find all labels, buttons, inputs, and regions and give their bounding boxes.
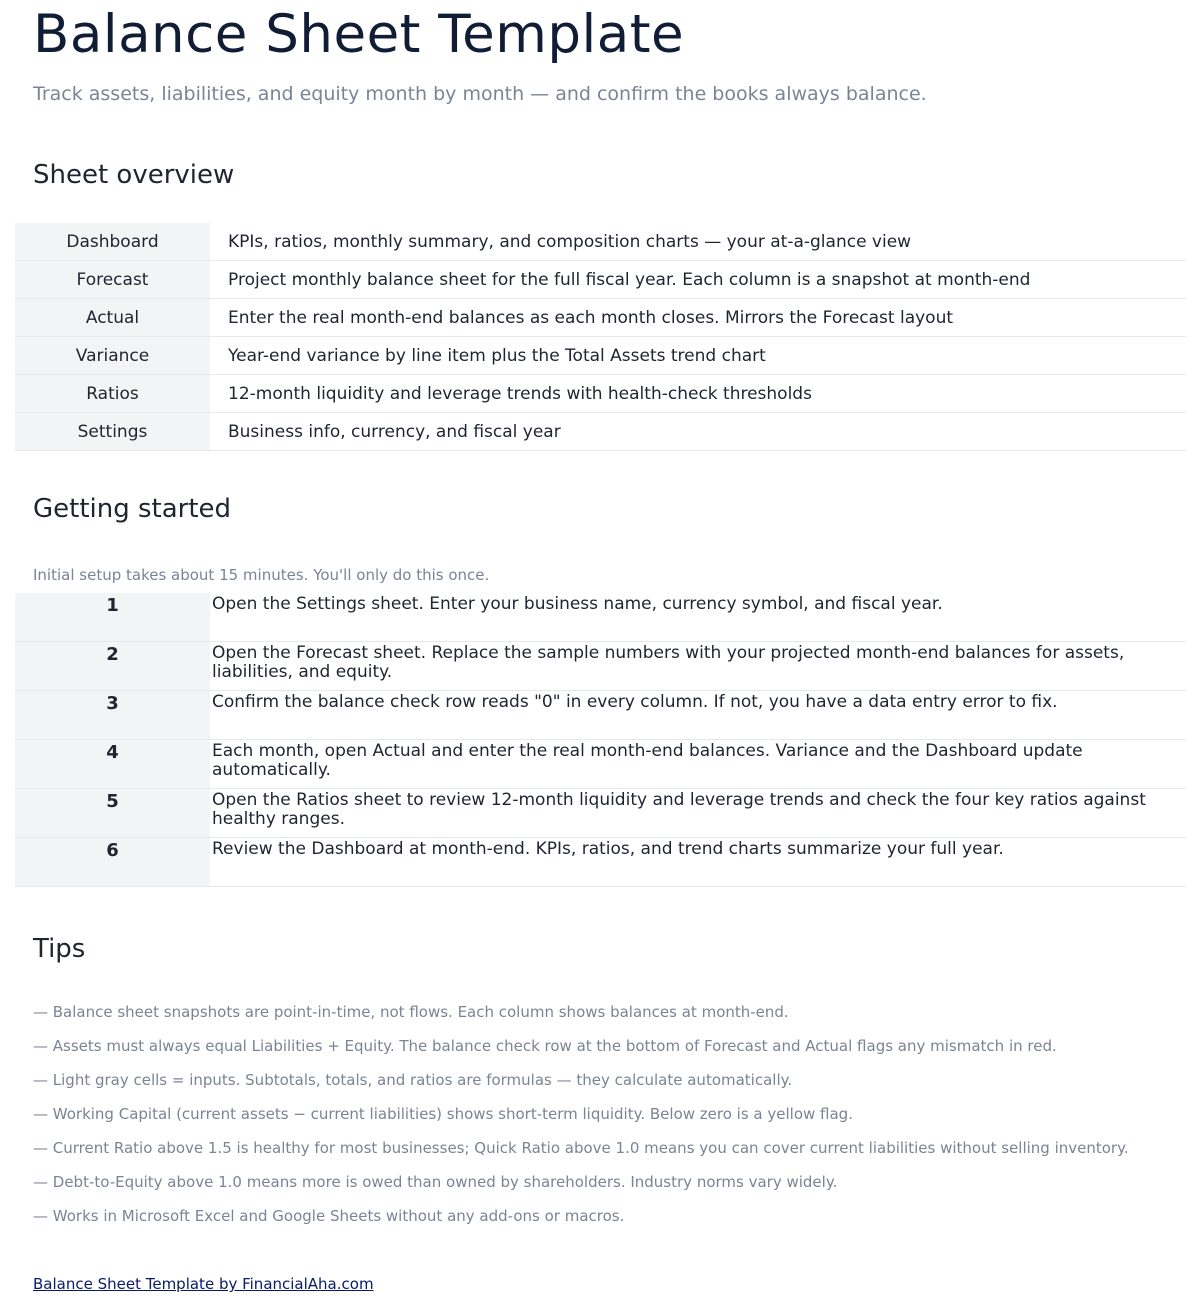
step-number: 1 xyxy=(15,593,210,641)
step-row xyxy=(15,838,1186,887)
overview-row xyxy=(15,261,1186,299)
step-text: Confirm the balance check row reads "0" in every column. If not, you have a data entry error to fix. xyxy=(212,692,1058,712)
overview-description: Enter the real month-end balances as each month closes. Mirrors the Forecast layout xyxy=(228,307,954,328)
tip-item: — Light gray cells = inputs. Subtotals, totals, and ratios are formulas — they calculate automatically. xyxy=(33,1071,793,1089)
tips-list xyxy=(33,1002,1183,1240)
getting-started-steps xyxy=(15,593,1186,887)
tip-item: — Debt-to-Equity above 1.0 means more is owed than owned by shareholders. Industry norms vary widely. xyxy=(33,1173,838,1191)
tip-item: — Current Ratio above 1.5 is healthy for most businesses; Quick Ratio above 1.0 means you can cover current liabilities without selling inventory. xyxy=(33,1139,1129,1157)
tip-item: — Assets must always equal Liabilities + Equity. The balance check row at the bottom of Forecast and Actual flags any mismatch in red. xyxy=(33,1037,1057,1055)
overview-label: Actual xyxy=(15,299,210,336)
step-row xyxy=(15,691,1186,740)
step-text: Review the Dashboard at month-end. KPIs, ratios, and trend charts summarize your full year. xyxy=(212,839,1004,859)
step-text: Open the Forecast sheet. Replace the sample numbers with your projected month-end balances for assets, liabilities, and equity. xyxy=(212,643,1125,682)
overview-label: Dashboard xyxy=(15,223,210,260)
overview-label: Settings xyxy=(15,413,210,450)
step-text: Each month, open Actual and enter the real month-end balances. Variance and the Dashboard update automatically. xyxy=(212,741,1083,780)
overview-label: Forecast xyxy=(15,261,210,298)
tips-heading: Tips xyxy=(33,934,86,964)
step-text: Open the Ratios sheet to review 12-month liquidity and leverage trends and check the four key ratios against healthy ranges. xyxy=(212,790,1146,829)
step-number: 6 xyxy=(15,838,210,886)
tip-item: — Balance sheet snapshots are point-in-time, not flows. Each column shows balances at month-end. xyxy=(33,1003,789,1021)
step-row xyxy=(15,789,1186,838)
step-number: 2 xyxy=(15,642,210,690)
overview-description: Business info, currency, and fiscal year xyxy=(228,421,561,442)
step-number: 3 xyxy=(15,691,210,739)
overview-label: Ratios xyxy=(15,375,210,412)
overview-row xyxy=(15,299,1186,337)
footer-link[interactable]: Balance Sheet Template by FinancialAha.com xyxy=(33,1275,374,1293)
step-text: Open the Settings sheet. Enter your business name, currency symbol, and fiscal year. xyxy=(212,594,943,614)
tip-item: — Working Capital (current assets − current liabilities) shows short-term liquidity. Below zero is a yellow flag. xyxy=(33,1105,853,1123)
overview-description: KPIs, ratios, monthly summary, and composition charts — your at-a-glance view xyxy=(228,231,912,252)
sheet-overview-table xyxy=(15,223,1186,451)
overview-row xyxy=(15,375,1186,413)
page-title: Balance Sheet Template xyxy=(33,4,685,65)
overview-description: 12-month liquidity and leverage trends with health-check thresholds xyxy=(228,383,812,404)
overview-label: Variance xyxy=(15,337,210,374)
tip-item: — Works in Microsoft Excel and Google Sheets without any add-ons or macros. xyxy=(33,1207,625,1225)
step-number: 5 xyxy=(15,789,210,837)
overview-description: Project monthly balance sheet for the full fiscal year. Each column is a snapshot at month-end xyxy=(228,269,1031,290)
step-number: 4 xyxy=(15,740,210,788)
getting-started-heading: Getting started xyxy=(33,494,232,524)
step-row xyxy=(15,642,1186,691)
overview-description: Year-end variance by line item plus the Total Assets trend chart xyxy=(228,345,766,366)
overview-row xyxy=(15,337,1186,375)
sheet-overview-heading: Sheet overview xyxy=(33,160,235,190)
step-row xyxy=(15,593,1186,642)
page-subtitle: Track assets, liabilities, and equity month by month — and confirm the books always balance. xyxy=(33,83,927,105)
step-row xyxy=(15,740,1186,789)
setup-note: Initial setup takes about 15 minutes. You'll only do this once. xyxy=(33,566,490,584)
overview-row xyxy=(15,223,1186,261)
overview-row xyxy=(15,413,1186,451)
